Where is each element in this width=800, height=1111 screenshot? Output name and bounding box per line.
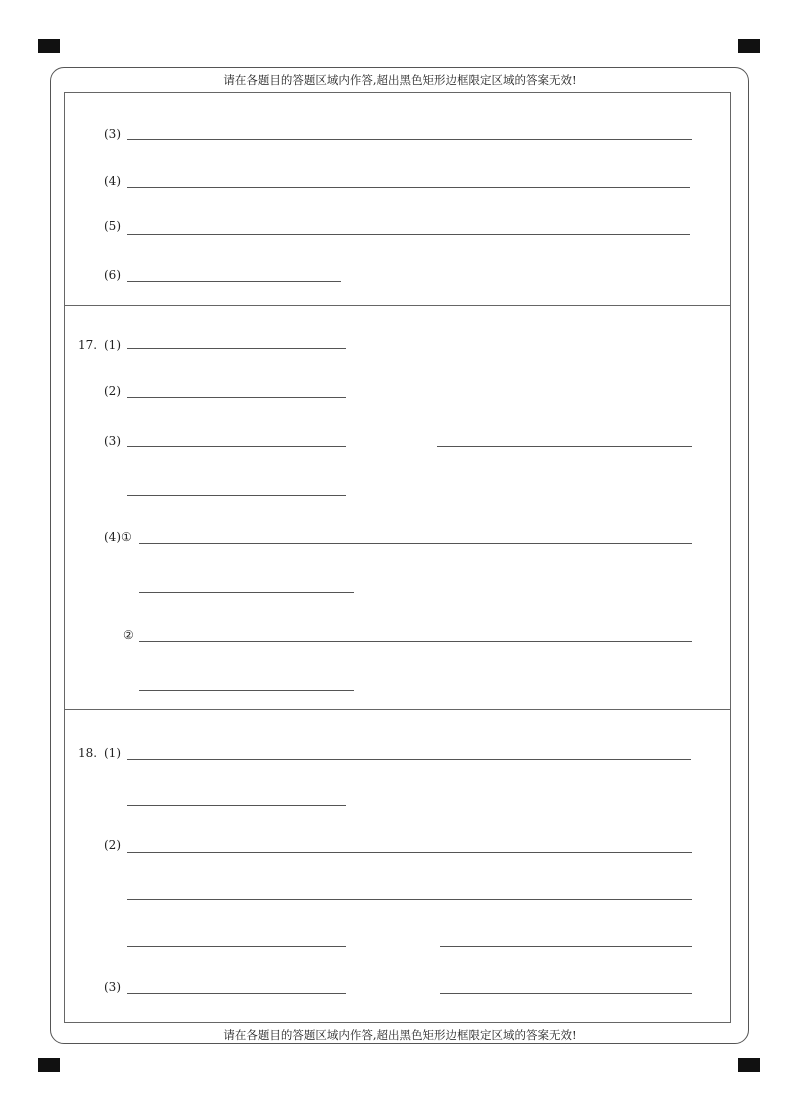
q17-item-4-1-answer-line-a[interactable] <box>139 543 692 544</box>
q17-item-4-2-label: ② <box>123 628 134 642</box>
q17-item-2-label: (2) <box>104 384 121 398</box>
q18-item-2-answer-line-a[interactable] <box>127 852 692 853</box>
q18-item-3-answer-line-b[interactable] <box>440 993 692 994</box>
q16-item-6-answer-line[interactable] <box>127 281 341 282</box>
q18-item-3-label: (3) <box>104 980 121 994</box>
q18-item-1-answer-line-b[interactable] <box>127 805 346 806</box>
q18-item-2-answer-line-c[interactable] <box>127 946 346 947</box>
q18-item-1-label: (1) <box>104 746 121 760</box>
q17-item-4-2-answer-line-b[interactable] <box>139 690 354 691</box>
q18-item-2-answer-line-d[interactable] <box>440 946 692 947</box>
q16-item-3-answer-line[interactable] <box>127 139 692 140</box>
q17-item-3-answer-line-b[interactable] <box>437 446 692 447</box>
section-divider-18 <box>64 709 731 710</box>
registration-mark-bottom-right <box>738 1058 760 1072</box>
q18-item-3-answer-line-a[interactable] <box>127 993 346 994</box>
q17-item-1-answer-line[interactable] <box>127 348 346 349</box>
registration-mark-top-left <box>38 39 60 53</box>
q17-item-1-label: (1) <box>104 338 121 352</box>
q18-number: 18. <box>78 746 98 760</box>
q17-item-2-answer-line[interactable] <box>127 397 346 398</box>
q16-item-5-answer-line[interactable] <box>127 234 690 235</box>
q18-item-2-label: (2) <box>104 838 121 852</box>
registration-mark-bottom-left <box>38 1058 60 1072</box>
q17-item-4-2-answer-line-a[interactable] <box>139 641 692 642</box>
answer-region-box <box>64 92 731 1023</box>
q17-item-3-label: (3) <box>104 434 121 448</box>
q16-item-6-label: (6) <box>104 268 121 282</box>
answer-area-notice-bottom: 请在各题目的答题区域内作答,超出黑色矩形边框限定区域的答案无效! <box>223 1028 577 1042</box>
q16-item-4-answer-line[interactable] <box>127 187 690 188</box>
answer-area-notice-top: 请在各题目的答题区域内作答,超出黑色矩形边框限定区域的答案无效! <box>223 73 577 87</box>
q17-item-3-answer-line-a[interactable] <box>127 446 346 447</box>
section-divider-17 <box>64 305 731 306</box>
q18-item-1-answer-line-a[interactable] <box>127 759 691 760</box>
q18-item-2-answer-line-b[interactable] <box>127 899 692 900</box>
q17-item-4-1-label: (4)① <box>104 530 132 544</box>
q16-item-5-label: (5) <box>104 219 121 233</box>
q16-item-3-label: (3) <box>104 127 121 141</box>
q17-item-4-1-answer-line-b[interactable] <box>139 592 354 593</box>
q16-item-4-label: (4) <box>104 174 121 188</box>
q17-item-3-answer-line-c[interactable] <box>127 495 346 496</box>
registration-mark-top-right <box>738 39 760 53</box>
q17-number: 17. <box>78 338 98 352</box>
